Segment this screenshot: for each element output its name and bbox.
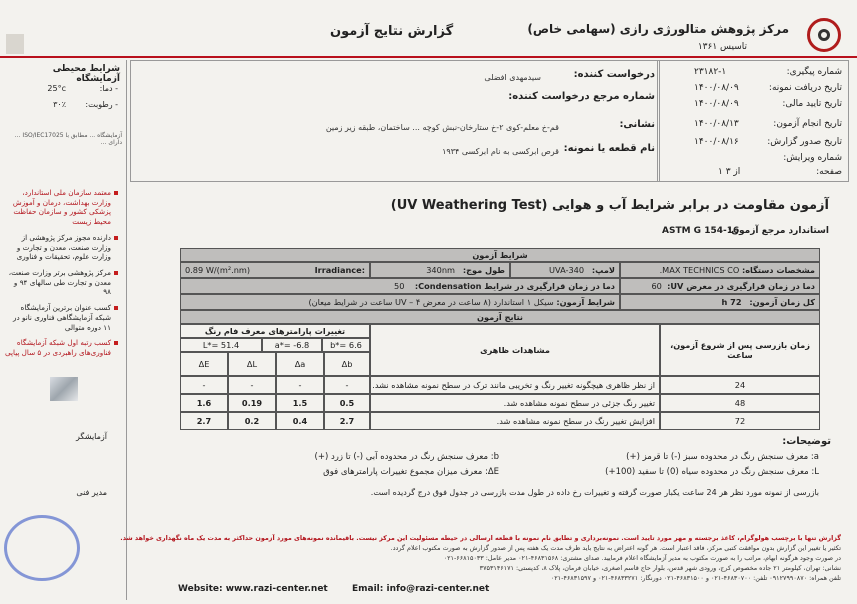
- temp-label: - دما:: [99, 84, 118, 93]
- tracking-label: شماره پیگیری:: [786, 67, 842, 77]
- row-72-delta-e: 2.7: [180, 412, 228, 430]
- test-title: آزمون مقاومت در برابر شرایط آب و هوایی (UV Weathering Test): [390, 198, 829, 213]
- uv-temp-value: 60: [651, 281, 662, 291]
- row-72-delta-a: 0.4: [276, 412, 324, 430]
- row-72-delta-l: 0.2: [228, 412, 276, 430]
- initial-a-value: a*= -6.8: [262, 338, 322, 352]
- test-conditions-value: سیکل ۱ استاندارد (۸ ساعت در معرض UV – ۴ ساعت در شرایط میعان): [308, 297, 554, 307]
- website-link[interactable]: Website: www.razi-center.net: [178, 584, 328, 594]
- row-24-time: 24: [660, 376, 820, 394]
- org-name: مرکز پژوهش متالورژی رازی (سهامی خاص): [527, 22, 789, 36]
- page-value: ۱ از ۳: [718, 167, 741, 177]
- header-divider: [0, 56, 857, 58]
- test-conditions-cell: [180, 294, 620, 310]
- report-date-label: تاریخ صدور گزارش:: [767, 137, 842, 147]
- total-time-label: کل زمان آزمون:: [749, 297, 815, 307]
- color-parameters-header: تغییرات پارامترهای معرف فام رنگ: [180, 324, 370, 338]
- total-time-value: 72 h: [721, 297, 742, 307]
- device-value: MAX TECHNICS CO.: [659, 265, 740, 275]
- row-72-time: 72: [660, 412, 820, 430]
- row-48-delta-l: 0.19: [228, 394, 276, 412]
- row-72-delta-b: 2.7: [324, 412, 370, 430]
- initial-l-value: L*= 51.4: [180, 338, 262, 352]
- delta-b-header: Δb: [324, 352, 370, 376]
- wavelength-value: 340nm: [426, 265, 455, 275]
- lamp-value: UVA-340: [549, 265, 585, 275]
- company-stamp: [4, 515, 80, 581]
- row-24-delta-b: -: [324, 376, 370, 394]
- irradiance-cell: [180, 262, 370, 278]
- uv-temp-label: دما در زمان قرارگیری در معرض UV:: [667, 281, 815, 291]
- accreditation-list: [4, 188, 118, 364]
- lamp-cell: [510, 262, 620, 278]
- reference-number-label: شماره مرجع درخواست کننده:: [508, 91, 655, 102]
- footer-line-2: تکثیر یا تغییر این گزارش بدون موافقت کتبی مرکز، فاقد اعتبار است. هر گونه اعتراض به نتایج باید ظرف مدت یک هفته پس از صدور گزارش به صورت مکتوب اعلام گردد.: [390, 544, 841, 552]
- tech-manager-label: مدیر فنی: [76, 488, 107, 497]
- report-date-value: ۱۴۰۰/۰۸/۱۶: [694, 137, 739, 147]
- address-value: قم-خ معلم-کوی ۲-خ ستارخان-نبش کوچه ... ساختمان، طبقه زیر زمین: [325, 123, 559, 132]
- row-24-delta-e: -: [180, 376, 228, 394]
- results-header: نتایج آزمون: [180, 310, 820, 324]
- irradiance-label: Irradiance:: [314, 265, 365, 275]
- footer-line-1: گزارش تنها با برچسب هولوگرام، کاغذ برجسته و مهر مورد تایید است. نمونه‌برداری و تطابق نام نمونه با قطعه ارسالی در حیطه مسئولیت این مرکز نیست. باقیمانده نمونه‌های مورد آزمون حداکثر به مدت یک ماه نگهداری خواهد شد.: [120, 534, 841, 542]
- org-established: تاسیس ۱۳۶۱: [697, 42, 747, 52]
- reference-standard-value: ASTM G 154-16: [662, 226, 740, 236]
- note-b: b: معرف سنجش رنگ در محدوده آبی (-) تا زرد (+): [314, 452, 499, 462]
- sample-received-value: ۱۴۰۰/۰۸/۰۹: [694, 83, 739, 93]
- report-title: گزارش نتایج آزمون: [330, 24, 454, 39]
- humidity-value: ۳۰٪: [53, 100, 66, 109]
- row-48-delta-a: 1.5: [276, 394, 324, 412]
- margin-strip: [6, 34, 24, 54]
- sample-name-label: نام قطعه یا نمونه:: [563, 143, 655, 154]
- list-item: دارنده مجوز مرکز پژوهشی از وزارت صنعت، معدن و تجارت و وزارت علوم، تحقیقات و فناوری: [4, 233, 118, 262]
- note-l: L: معرف سنجش رنگ در محدوده سیاه (0) تا سفید (100+): [605, 467, 819, 477]
- wavelength-label: طول موج:: [462, 265, 505, 275]
- test-results-section: [120, 182, 849, 600]
- row-24-delta-l: -: [228, 376, 276, 394]
- footer-line-5: تلفن همراه: ۰۹۱۲۷۹۹۰۸۷۰ تلفن: ۴۶۸۳۰۷۰۰-۰۲۱ و ۴۶۸۳۱۵۰۰-۰۲۱ دورنگار: ۴۶۸۳۳۲۷۱-۰۲۱ و ۴۶۸۳۱۵۹۷-۰۲۱: [550, 574, 841, 582]
- revision-label: شماره ویرایش:: [783, 153, 842, 163]
- requester-value: سیدمهدی افضلی: [484, 73, 541, 82]
- footer-line-4: نشانی: تهران، کیلومتر ۲۱ جاده مخصوص کرج، ورودی شهر قدس، بلوار حاج قاسم اصغری، خیابان فرمان، پلاک ۸، کدپستی: ۳۷۵۳۱۴۶۱۷۱: [479, 564, 841, 572]
- hologram-sticker: [50, 377, 78, 401]
- initial-b-value: b*= 6.6: [322, 338, 370, 352]
- observation-column-header: مشاهدات ظاهری: [370, 324, 660, 376]
- company-logo-icon: [807, 18, 841, 52]
- page-label: صفحه:: [816, 167, 842, 177]
- row-24-delta-a: -: [276, 376, 324, 394]
- sample-name-value: قرص ابرکسی به نام ابرکسی ۱۹۳۴: [442, 147, 559, 156]
- note-inspection: بازرسی از نمونه مورد نظر هر 24 ساعت یکبار صورت گرفته و تغییرات رخ داده در طول مدت بازرسی در جدول فوق درج گردیده است.: [370, 488, 819, 497]
- test-date-label: تاریخ انجام آزمون:: [773, 119, 842, 129]
- list-item: معتمد سازمان ملی استاندارد، وزارت بهداشت، درمان و آموزش پزشکی کشور و سازمان حفاظت محیط زیست: [4, 188, 118, 227]
- sample-received-label: تاریخ دریافت نمونه:: [768, 83, 842, 93]
- footer-line-3: در صورت وجود هرگونه ابهام، مراتب را به صورت مکتوب به مدیر آزمایشگاه اعلام فرمایید. صدای مشتری: ۴۶۸۳۱۵۶۸-۰۲۱ مدیر عامل: ۶۶۸۱۵۰۳۳-۰۲۱: [443, 554, 841, 562]
- row-48-delta-b: 0.5: [324, 394, 370, 412]
- row-48-observation: تغییر رنگ جزئی در سطح نمونه مشاهده شد.: [370, 394, 660, 412]
- row-48-time: 48: [660, 394, 820, 412]
- humidity-label: - رطوبت:: [85, 100, 118, 109]
- irradiance-value: 0.89 W/(m².nm): [185, 265, 251, 275]
- list-item: کسب رتبه اول شبکه آزمایشگاه فناوری‌های راهبردی در ۵ سال پیاپی: [4, 338, 118, 357]
- delta-l-header: ΔL: [228, 352, 276, 376]
- inspection-time-column-header: زمان بازرسی پس از شروع آزمون، ساعت: [660, 324, 820, 376]
- list-item: مرکز پژوهشی برتر وزارت صنعت، معدن و تجارت طی سالهای ۹۴ و ۹۸: [4, 268, 118, 297]
- lab-conditions-title: شرایط محیطی آزمایشگاه: [52, 64, 120, 84]
- financial-approval-label: تاریخ تایید مالی:: [782, 99, 842, 109]
- test-conditions-label: شرایط آزمون:: [556, 297, 615, 307]
- row-48-delta-e: 1.6: [180, 394, 228, 412]
- device-label: مشخصات دستگاه:: [741, 265, 815, 275]
- lamp-label: لامپ:: [591, 265, 615, 275]
- row-72-observation: افزایش تغییر رنگ در سطح نمونه مشاهده شد.: [370, 412, 660, 430]
- financial-approval-value: ۱۴۰۰/۰۸/۰۹: [694, 99, 739, 109]
- condensation-temp-value: 50: [394, 281, 405, 291]
- reference-standard-label: استاندارد مرجع آزمون:: [727, 226, 829, 236]
- list-item: کسب عنوان برترین آزمایشگاه شبکه آزمایشگاهی فناوری نانو در ۱۱ دوره متوالی: [4, 303, 118, 332]
- tester-signature-label: آزمایشگر: [75, 432, 107, 441]
- requester-label: درخواست کننده:: [573, 69, 655, 80]
- request-panel: [130, 60, 660, 182]
- condensation-temp-cell: [180, 278, 620, 294]
- email-link[interactable]: Email: info@razi-center.net: [352, 584, 490, 594]
- note-a: a: معرف سنجش رنگ در محدوده سبز (-) تا قرمز (+): [626, 452, 819, 462]
- total-time-cell: [620, 294, 820, 310]
- device-cell: [620, 262, 820, 278]
- delta-a-header: Δa: [276, 352, 324, 376]
- conditions-header: شرایط آزمون: [180, 248, 820, 262]
- uv-temp-cell: [620, 278, 820, 294]
- row-24-observation: از نظر ظاهری هیچگونه تغییر رنگ و تخریبی مانند ترک در سطح نمونه مشاهده نشد.: [370, 376, 660, 394]
- tracking-value: ۲۳۱۸۲-۱: [694, 67, 727, 77]
- iso-accreditation-text: آزمایشگاه ... مطابق با ISO/IEC17025 ... دارای ...: [14, 132, 122, 146]
- address-label: نشانی:: [619, 119, 655, 130]
- delta-e-header: ΔE: [180, 352, 228, 376]
- note-delta-e: ΔE: معرف میزان مجموع تغییرات پارامترهای فوق: [323, 467, 499, 477]
- test-date-value: ۱۴۰۰/۰۸/۱۳: [694, 119, 739, 129]
- wavelength-cell: [370, 262, 510, 278]
- temp-value: 25°c: [47, 84, 66, 93]
- report-info-panel: [657, 60, 849, 182]
- condensation-temp-label: دما در زمان قرارگیری در شرایط Condensation:: [414, 281, 615, 291]
- notes-title: توضیحات:: [782, 436, 831, 447]
